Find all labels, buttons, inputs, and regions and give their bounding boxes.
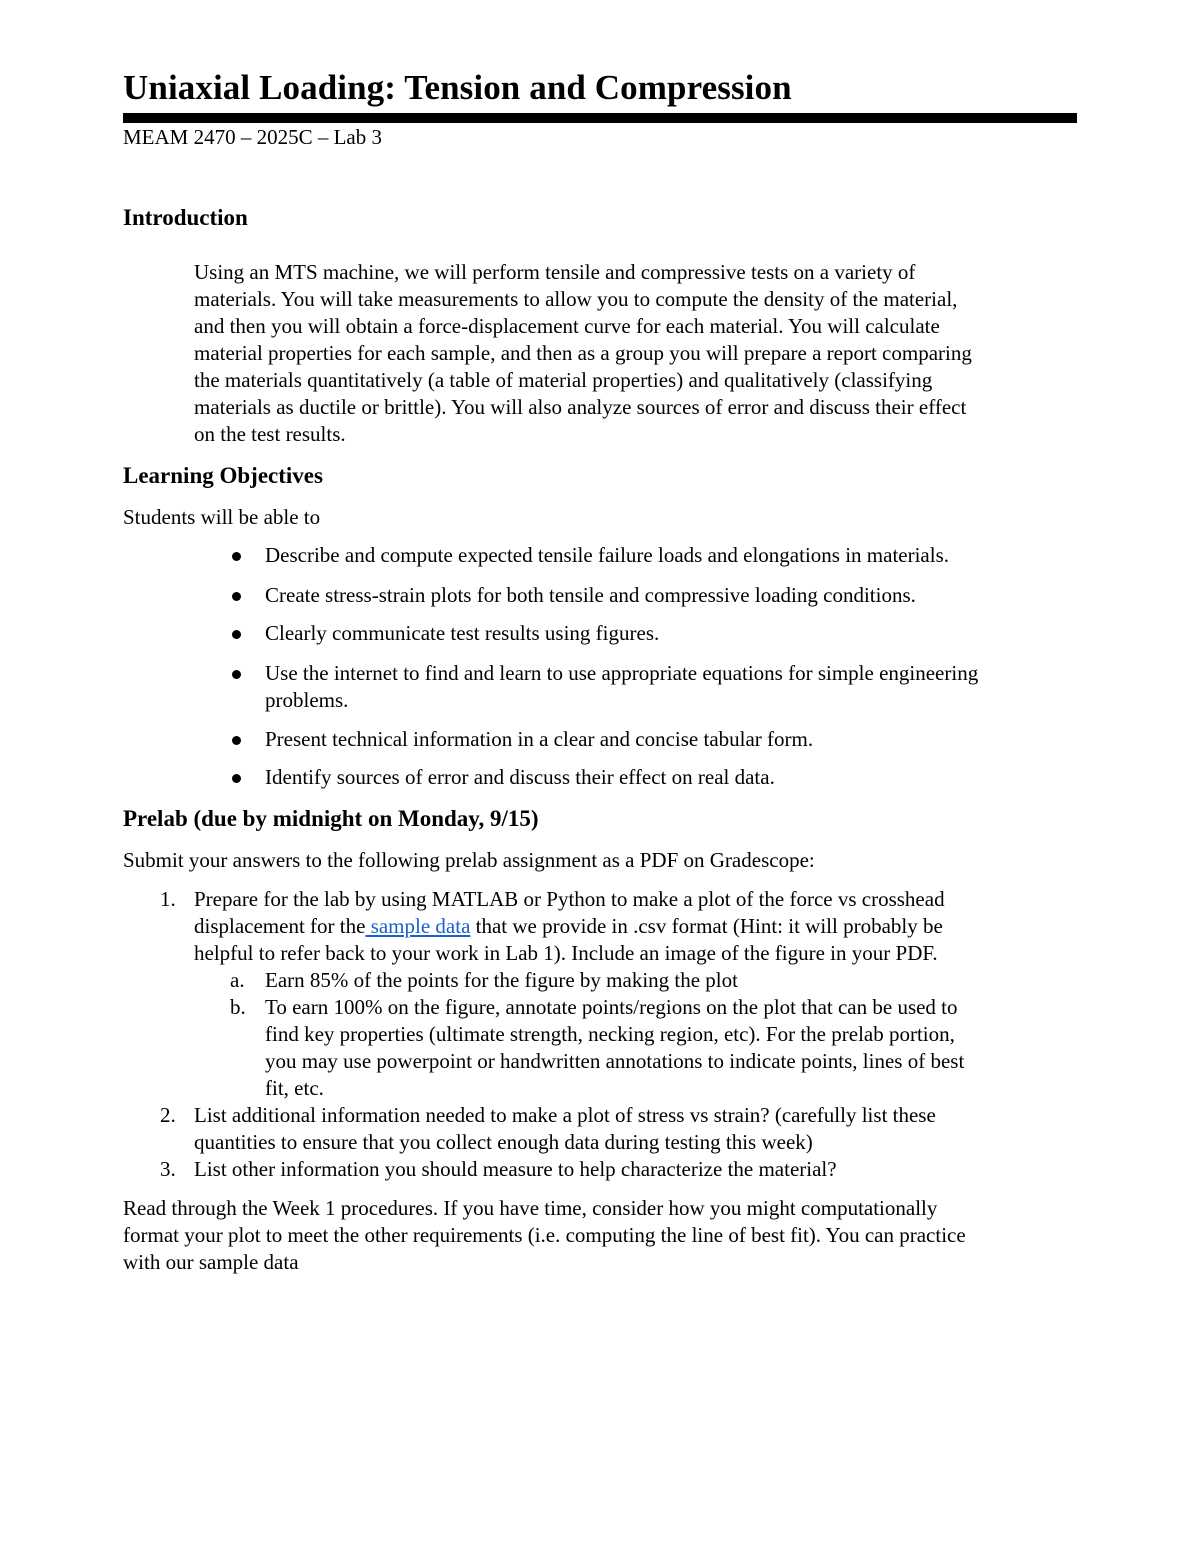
objectives-lead: Students will be able to [123,505,321,529]
objective-item [265,726,813,753]
bullet-icon [232,736,241,745]
prelab-subitem [265,994,964,1102]
prelab-item-text: helpful to refer back to your work in Lab 1). Include an image of the figure in your PDF. [194,941,938,965]
prelab-item [194,1102,936,1156]
prelab-lead: Submit your answers to the following prelab assignment as a PDF on Gradescope: [123,848,815,872]
list-letter: b. [230,995,246,1019]
document-subtitle: MEAM 2470 – 2025C – Lab 3 [123,125,382,149]
objective-text: Create stress-strain plots for both tensile and compressive loading conditions. [265,583,916,607]
prelab-item-text: displacement for the [194,914,366,938]
prelab-heading: Prelab (due by midnight on Monday, 9/15) [123,806,539,831]
list-number: 3. [160,1157,176,1181]
introduction-line: Using an MTS machine, we will perform tensile and compressive tests on a variety of [194,260,916,284]
closing-line: format your plot to meet the other requirements (i.e. computing the line of best fit). You can practice [123,1223,966,1247]
list-letter: a. [230,968,245,992]
closing-paragraph [123,1195,966,1276]
prelab-item-text: that we provide in .csv format (Hint: it will probably be [470,914,943,938]
prelab-subitem-text: To earn 100% on the figure, annotate points/regions on the plot that can be used to [265,995,958,1019]
learning-objectives-heading: Learning Objectives [123,463,323,488]
bullet-icon [232,592,241,601]
introduction-line: and then you will obtain a force-displacement curve for each material. You will calculate [194,314,940,338]
introduction-heading: Introduction [123,205,248,230]
closing-line: Read through the Week 1 procedures. If you have time, consider how you might computationally [123,1196,938,1220]
prelab-item-text: List additional information needed to make a plot of stress vs strain? (carefully list these [194,1103,936,1127]
introduction-line: material properties for each sample, and then as a group you will prepare a report comparing [194,341,972,365]
prelab-subitem-text: find key properties (ultimate strength, necking region, etc). For the prelab portion, [265,1022,955,1046]
prelab-item [194,1156,837,1183]
title-divider [123,113,1077,123]
closing-line: with our sample data [123,1250,299,1274]
list-number: 1. [160,887,176,911]
bullet-icon [232,774,241,783]
objective-text: Describe and compute expected tensile failure loads and elongations in materials. [265,543,950,567]
prelab-item [194,886,945,967]
bullet-icon [232,670,241,679]
list-number: 2. [160,1103,176,1127]
prelab-item-text: quantities to ensure that you collect enough data during testing this week) [194,1130,813,1154]
objective-text: Clearly communicate test results using figures. [265,621,660,645]
prelab-item-text: Prepare for the lab by using MATLAB or Python to make a plot of the force vs crosshead [194,887,945,911]
document-title: Uniaxial Loading: Tension and Compression [123,68,792,107]
sample-data-link[interactable]: sample data [365,914,471,938]
prelab-subitem-text: Earn 85% of the points for the figure by making the plot [265,968,738,992]
objective-item [265,660,978,714]
introduction-paragraph [194,259,972,448]
bullet-icon [232,552,241,561]
objective-text: Present technical information in a clear and concise tabular form. [265,727,814,751]
bullet-icon [232,630,241,639]
objective-text: problems. [265,688,349,712]
introduction-line: materials as ductile or brittle). You will also analyze sources of error and discuss their effect [194,395,967,419]
introduction-line: on the test results. [194,422,346,446]
objective-text: Identify sources of error and discuss their effect on real data. [265,765,775,789]
prelab-subitem [265,967,738,994]
introduction-line: materials. You will take measurements to allow you to compute the density of the material, [194,287,958,311]
objective-item [265,542,949,569]
prelab-subitem-text: fit, etc. [265,1076,324,1100]
prelab-item-text: List other information you should measure to help characterize the material? [194,1157,837,1181]
prelab-item-text [194,913,945,940]
introduction-line: the materials quantitatively (a table of material properties) and qualitatively (classifying [194,368,933,392]
objective-item [265,582,916,609]
prelab-subitem-text: you may use powerpoint or handwritten annotations to indicate points, lines of best [265,1049,965,1073]
objective-item [265,620,659,647]
objective-text: Use the internet to find and learn to use appropriate equations for simple engineering [265,661,979,685]
objective-item [265,764,775,791]
